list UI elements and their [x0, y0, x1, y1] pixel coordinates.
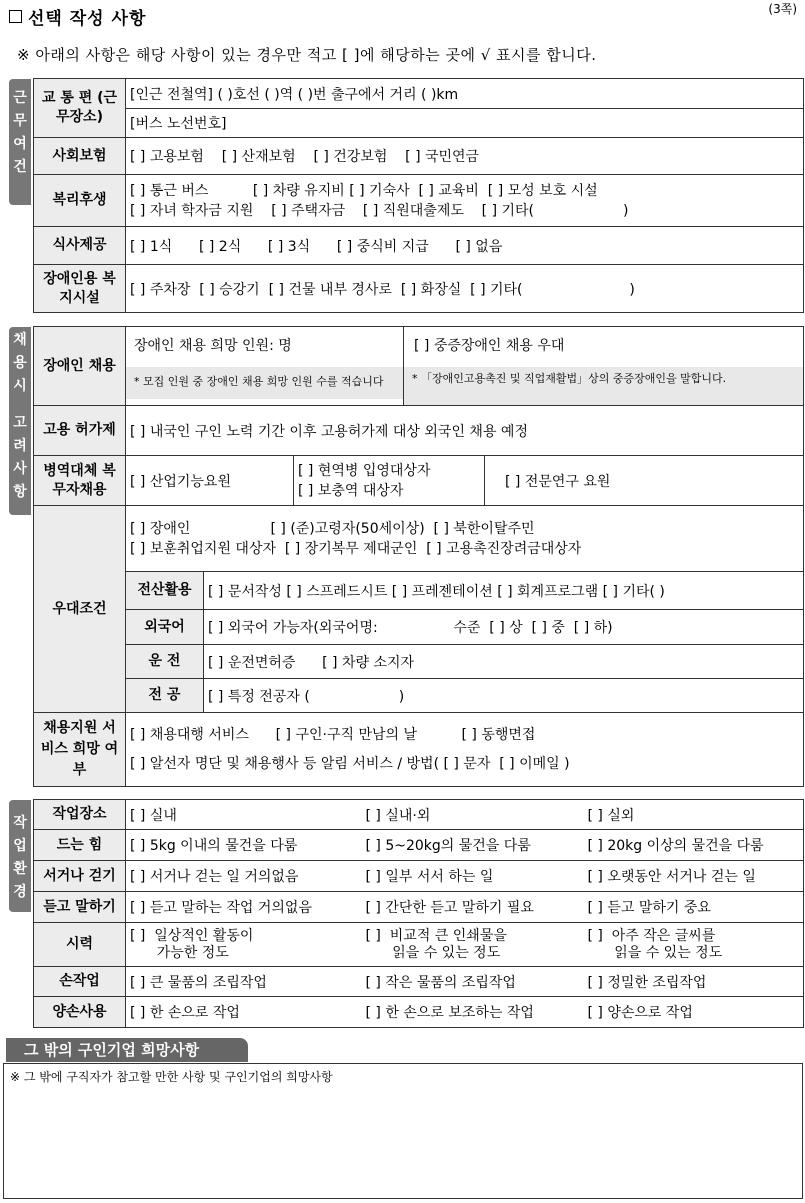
env-option[interactable]: [ ] 큰 물품의 조립작업: [126, 967, 362, 997]
env-option[interactable]: [ ] 듣고 말하기 중요: [584, 892, 804, 923]
side-label-hiring: 채 용 시 고 려 사 항: [9, 327, 31, 515]
side-label-environment: 작 업 환 경: [9, 800, 31, 912]
transport-bus[interactable]: [버스 노선번호]: [126, 109, 804, 138]
env-option[interactable]: [ ] 한 손으로 보조하는 작업: [362, 997, 584, 1028]
meal-options[interactable]: [ ] 1식 [ ] 2식 [ ] 3식 [ ] 중식비 지급 [ ] 없음: [126, 227, 804, 265]
checkbox-square-icon: [9, 10, 22, 23]
env-option[interactable]: [ ] 일부 서서 하는 일: [362, 861, 584, 892]
env-option[interactable]: [ ] 일상적인 활동이 가능한 정도: [126, 923, 362, 967]
env-row: [34, 800, 804, 830]
env-row: [34, 861, 804, 892]
env-option[interactable]: [ ] 5kg 이내의 물건을 다룸: [126, 830, 362, 861]
env-option[interactable]: [ ] 서거나 걷는 일 거의없음: [126, 861, 362, 892]
other-requests-field[interactable]: [3, 1063, 803, 1199]
label-driving: 운 전: [126, 645, 204, 679]
label-support: 채용지원 서비스 희망 여부: [34, 713, 126, 787]
label-welfare: 복리후생: [34, 175, 126, 227]
label-computer: 전산활용: [126, 572, 204, 610]
label-disabled-facility: 장애인용 복지시설: [34, 265, 126, 313]
label-meal: 식사제공: [34, 227, 126, 265]
env-option[interactable]: [ ] 실내·외: [362, 800, 584, 830]
environment-table: [33, 799, 804, 1028]
major-option[interactable]: [ ] 특정 전공자 ( ): [204, 679, 804, 713]
page-title: 선택 작성 사항: [9, 4, 146, 29]
env-label: 시력: [34, 923, 126, 967]
transport-line1[interactable]: [인근 전철역] ( )호선 ( )역 ( )번 출구에서 거리 ( )km: [126, 79, 804, 109]
env-option[interactable]: [ ] 작은 물품의 조립작업: [362, 967, 584, 997]
env-option[interactable]: [ ] 오랫동안 서거나 걷는 일: [584, 861, 804, 892]
env-label: 작업장소: [34, 800, 126, 830]
label-major: 전 공: [126, 679, 204, 713]
env-option[interactable]: [ ] 실내: [126, 800, 362, 830]
env-option[interactable]: [ ] 실외: [584, 800, 804, 830]
env-option[interactable]: [ ] 아주 작은 글씨를 읽을 수 있는 정도: [584, 923, 804, 967]
welfare-options[interactable]: [ ] 통근 버스 [ ] 차량 유지비 [ ] 기숙사 [ ] 교육비 [ ] 모성 보호 시설 [ ] 자녀 학자금 지원 [ ] 주택자금 [ ] 직원대출제도 [ ] 기타( ): [126, 175, 804, 227]
computer-options[interactable]: [ ] 문서작성 [ ] 스프레드시트 [ ] 프레젠테이션 [ ] 회계프로그램 [ ] 기타( ): [204, 572, 804, 610]
other-requests-title: 그 밖의 구인기업 희망사항: [6, 1038, 248, 1062]
insurance-options[interactable]: [ ] 고용보험 [ ] 산재보험 [ ] 건강보험 [ ] 국민연금: [126, 138, 804, 175]
label-preference: 우대조건: [34, 506, 126, 713]
label-insurance: 사회보험: [34, 138, 126, 175]
instruction-note: ※ 아래의 사항은 해당 사항이 있는 경우만 적고 [ ]에 해당하는 곳에 √ 표시를 합니다.: [17, 46, 597, 64]
label-military: 병역대체 복무자채용: [34, 456, 126, 506]
other-requests-note: ※ 그 밖에 구직자가 참고할 만한 사항 및 구인기업의 희망사항: [10, 1070, 333, 1084]
env-option[interactable]: [ ] 간단한 듣고 말하기 필요: [362, 892, 584, 923]
label-transport: 교 통 편 (근무장소): [34, 79, 126, 138]
env-option[interactable]: [ ] 정밀한 조립작업: [584, 967, 804, 997]
env-row: [34, 997, 804, 1028]
env-row: [34, 967, 804, 997]
env-label: 손작업: [34, 967, 126, 997]
env-option[interactable]: [ ] 양손으로 작업: [584, 997, 804, 1028]
env-label: 듣고 말하기: [34, 892, 126, 923]
env-label: 양손사용: [34, 997, 126, 1028]
work-conditions-table: [33, 78, 804, 313]
env-option[interactable]: [ ] 5~20kg의 물건을 다룸: [362, 830, 584, 861]
support-options[interactable]: [ ] 채용대행 서비스 [ ] 구인·구직 만남의 날 [ ] 동행면접 [ ] 알선자 명단 및 채용행사 등 알림 서비스 / 방법( [ ] 문자 [ ] 이메일 ): [126, 713, 804, 787]
label-permit: 고용 허가제: [34, 406, 126, 456]
preference-general[interactable]: [ ] 장애인 [ ] (준)고령자(50세이상) [ ] 북한이탈주민 [ ] 보훈취업지원 대상자 [ ] 장기복무 제대군인 [ ] 고용촉진장려금대상자: [126, 506, 804, 572]
env-label: 서거나 걷기: [34, 861, 126, 892]
disabled-facility-options[interactable]: [ ] 주차장 [ ] 승강기 [ ] 건물 내부 경사로 [ ] 화장실 [ ] 기타( ): [126, 265, 804, 313]
page-number: (3쪽): [768, 2, 797, 16]
env-row: [34, 923, 804, 967]
env-row: [34, 830, 804, 861]
military-opt2[interactable]: [ ] 현역병 입영대상자 [ ] 보충역 대상자: [294, 456, 485, 506]
env-option[interactable]: [ ] 비교적 큰 인쇄물을 읽을 수 있는 정도: [362, 923, 584, 967]
language-options[interactable]: [ ] 외국어 가능자(외국어명: 수준 [ ] 상 [ ] 중 [ ] 하): [204, 610, 804, 645]
label-language: 외국어: [126, 610, 204, 645]
side-label-work-conditions: 근 무 여 건: [9, 79, 31, 205]
military-opt3[interactable]: [ ] 전문연구 요원: [485, 456, 804, 506]
disabled-wish[interactable]: 장애인 채용 희망 인원: 명 * 모집 인원 중 장애인 채용 희망 인원 수를 적습니다: [126, 327, 404, 406]
driving-options[interactable]: [ ] 운전면허증 [ ] 차량 소지자: [204, 645, 804, 679]
env-option[interactable]: [ ] 20kg 이상의 물건을 다룸: [584, 830, 804, 861]
env-row: [34, 892, 804, 923]
label-disabled-hiring: 장애인 채용: [34, 327, 126, 406]
severe-disabled[interactable]: [ ] 중증장애인 채용 우대 * 「장애인고용촉진 및 직업재활법」상의 중증장애인을 말합니다.: [404, 327, 804, 406]
env-option[interactable]: [ ] 듣고 말하는 작업 거의없음: [126, 892, 362, 923]
env-option[interactable]: [ ] 한 손으로 작업: [126, 997, 362, 1028]
env-label: 드는 힘: [34, 830, 126, 861]
hiring-table: [33, 326, 804, 787]
military-opt1[interactable]: [ ] 산업기능요원: [126, 456, 294, 506]
permit-option[interactable]: [ ] 내국인 구인 노력 기간 이후 고용허가제 대상 외국인 채용 예정: [126, 406, 804, 456]
